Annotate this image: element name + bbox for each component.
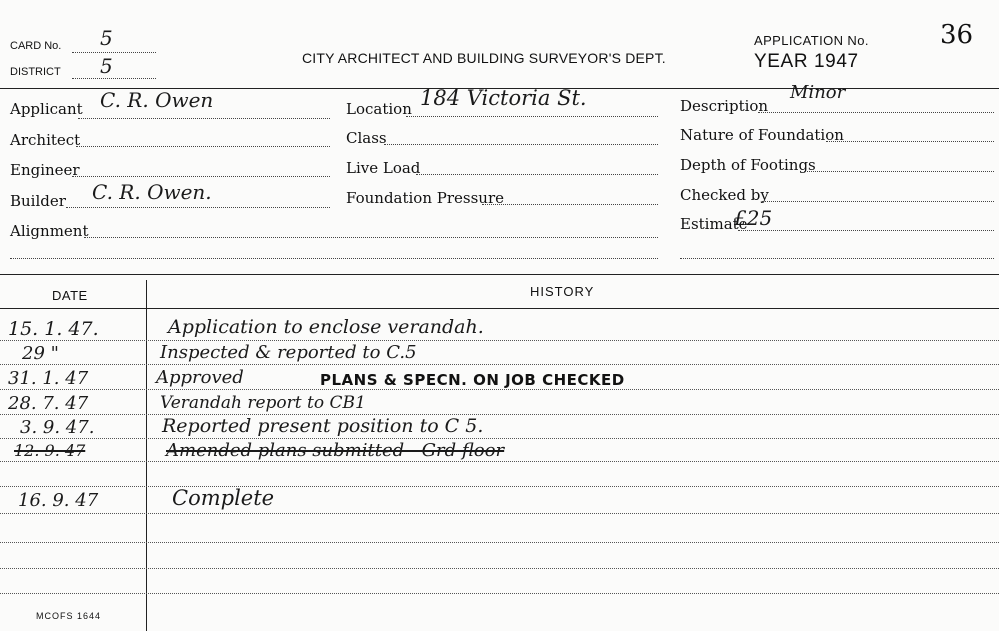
entry-date: 28. 7. 47 [8,393,89,414]
location-line [406,116,658,117]
ruled-line [0,414,999,415]
description-line [758,112,994,113]
details-divider [0,274,999,275]
card-no-line [72,52,156,53]
entry-text: Inspected & reported to C.5 [160,342,417,363]
ruled-line [0,340,999,341]
ruled-line [0,364,999,365]
checked-stamp: PLANS & SPECN. ON JOB CHECKED [320,371,625,389]
applicant-label: Applicant [10,100,83,118]
date-column-header: DATE [52,288,88,303]
application-no-label: APPLICATION No. [754,33,869,48]
entry-date: 16. 9. 47 [18,490,99,511]
district-line [72,78,156,79]
entry-date: 29 " [22,343,59,364]
estimate-label: Estimate [680,215,748,233]
form-code: MCOFS 1644 [36,611,102,621]
builder-label: Builder [10,192,66,210]
location-label: Location [346,100,412,118]
entry-text: Verandah report to CB1 [160,393,366,413]
column-divider [146,280,147,631]
ruled-line [0,486,999,487]
blank-line-left [10,258,658,259]
depth-of-footings-line [804,171,994,172]
blank-line-right [680,258,994,259]
estimate-line [738,230,994,231]
entry-date: 31. 1. 47 [8,368,89,389]
ruled-line [0,438,999,439]
estimate-value: £25 [734,206,773,230]
entry-date: 3. 9. 47. [20,417,95,438]
ruled-line [0,568,999,569]
applicant-line [78,118,330,119]
nature-of-foundation-line [826,141,994,142]
nature-of-foundation-label: Nature of Foundation [680,126,844,144]
card-no-label: CARD No. [10,40,62,52]
alignment-line [84,237,658,238]
ruled-line [0,542,999,543]
architect-label: Architect [10,131,81,149]
entry-text: Amended plans submitted - Grd floor [166,440,505,461]
card-no-value: 5 [100,26,113,50]
entry-text: Complete [172,486,275,510]
header-underline [0,308,999,309]
alignment-label: Alignment [10,222,89,240]
district-label: DISTRICT [10,66,61,78]
ruled-line [0,461,999,462]
live-load-line [416,174,658,175]
entry-date: 15. 1. 47. [8,318,99,340]
description-value: Minor [790,82,846,103]
description-label: Description [680,97,769,115]
history-column-header: HISTORY [530,284,595,299]
district-value: 5 [100,54,113,78]
class-label: Class [346,129,387,147]
entry-text: Application to enclose verandah. [168,316,484,338]
entry-text: Reported present position to C 5. [162,415,484,437]
live-load-label: Live Load [346,159,421,177]
depth-of-footings-label: Depth of Footings [680,156,816,174]
ruled-line [0,389,999,390]
builder-line [66,207,330,208]
engineer-line [72,176,330,177]
checked-by-line [762,201,994,202]
ruled-line [0,513,999,514]
location-value: 184 Victoria St. [420,86,587,110]
department-title: CITY ARCHITECT AND BUILDING SURVEYOR'S DEPT. [302,50,666,66]
entry-date: 12. 9. 47 [14,441,86,460]
entry-text: Approved [156,367,244,388]
foundation-pressure-line [482,204,658,205]
year-label: YEAR 1947 [754,51,859,72]
class-line [384,144,658,145]
application-no-value: 36 [940,20,974,50]
builder-value: C. R. Owen. [92,180,212,204]
foundation-pressure-label: Foundation Pressure [346,189,505,207]
engineer-label: Engineer [10,161,80,179]
ruled-line [0,593,999,594]
architect-line [76,146,330,147]
applicant-value: C. R. Owen [100,88,214,112]
checked-by-label: Checked by [680,186,769,204]
